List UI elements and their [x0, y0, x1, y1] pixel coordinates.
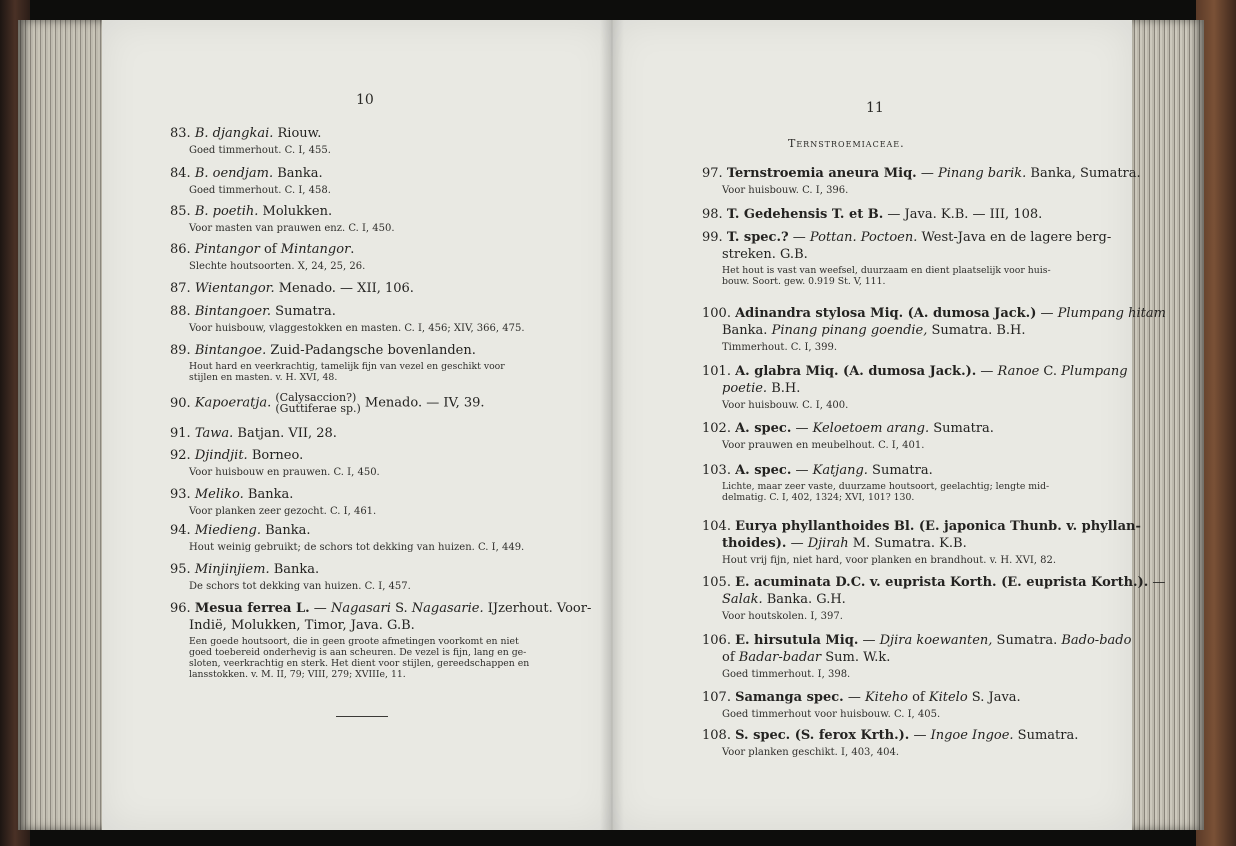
entry-87 — [170, 280, 414, 297]
species-name-bold: A. glabra Miq. (A. dumosa Jack.). — [735, 364, 977, 379]
entry-location: Banka. — [273, 166, 323, 181]
entry-92 — [170, 447, 380, 479]
entry-location: Banka. G.H. — [762, 592, 846, 607]
species-name-bold: Mesua ferrea L. — [194, 601, 310, 616]
entry-dash: — — [843, 690, 865, 705]
taxon-line: (Guttiferae sp.) — [275, 402, 361, 415]
entry-location: — Java. K.B. — III, 108. — [883, 207, 1043, 222]
entry-number: 97. — [702, 166, 723, 181]
species-name-bold: E. hirsutula Miq. — [735, 633, 859, 648]
entry-description: Voor huisbouw. C. I, 400. — [722, 400, 849, 411]
entry-dash: — — [309, 601, 331, 616]
entry-93 — [170, 486, 376, 518]
entry-location: Banka. — [269, 562, 320, 577]
entry-description: De schors tot dekking van huizen. C. I, 457. — [189, 581, 411, 592]
right-page-number: 11 — [866, 100, 884, 116]
entry-description: Voor masten van prauwen enz. C. I, 450. — [189, 223, 395, 234]
species-name-bold: Eurya phyllanthoides Bl. (E. japonica Thunb. v. phyllan- — [735, 519, 1141, 534]
vernacular-name: Djirah — [807, 536, 849, 551]
species-name-bold: T. Gedehensis T. et B. — [726, 207, 884, 222]
vernacular-name: Pinang barik. — [937, 166, 1027, 181]
entry-location: Sumatra. — [1013, 728, 1079, 743]
entry-number: 106. — [702, 633, 731, 648]
entry-conjunction: of — [259, 242, 281, 257]
vernacular-name: Plumpang hitam — [1057, 306, 1166, 321]
vernacular-name-continued: poetie. — [722, 381, 768, 396]
entry-location: Sumatra. — [929, 421, 994, 436]
vernacular-name-alt2: Badar-badar — [738, 650, 822, 665]
vernacular-name: Ingoe Ingoe. — [930, 728, 1014, 743]
entry-location: Banka. — [243, 487, 294, 502]
entry-number: 98. — [702, 207, 723, 222]
vernacular-name: Djira koewanten, — [879, 633, 993, 648]
entry-84 — [170, 165, 331, 197]
entry-description: Voor huisbouw. C. I, 396. — [722, 185, 849, 196]
entry-description: Goed timmerhout. C. I, 458. — [189, 185, 331, 196]
vernacular-name: Kiteho — [864, 690, 908, 705]
taxon-line: (Calysaccion?) — [275, 391, 357, 404]
entry-description: Lichte, maar zeer vaste, duurzame houtsoort, geelachtig; lengte mid- — [722, 481, 1050, 492]
entry-description: goed toebereid onderhevig is aan scheuren. De vezel is fijn, lang en ge- — [189, 647, 527, 658]
entry-location: Menado. — XII, 106. — [274, 281, 414, 296]
entry-abbrev: C. — [1039, 364, 1062, 379]
entry-number: 85. — [170, 204, 191, 219]
entry-85 — [170, 203, 395, 235]
vernacular-name: Katjang. — [812, 463, 868, 478]
left-page-number: 10 — [356, 92, 374, 108]
entry-number: 103. — [702, 463, 731, 478]
species-name-bold: S. spec. (S. ferox Krth.). — [735, 728, 910, 743]
entry-location-continued: streken. G.B. — [722, 247, 808, 262]
section-title: Ternstroemiaceae. — [788, 137, 905, 150]
species-name-alt: Mintangor — [280, 242, 351, 257]
entry-location: Banka. — [261, 523, 311, 538]
entry-location: S. Java. — [967, 690, 1021, 705]
entry-description: Slechte houtsoorten. X, 24, 25, 26. — [189, 261, 366, 272]
vernacular-name-alt: Plumpang — [1061, 364, 1128, 379]
entry-91 — [170, 425, 337, 442]
entry-location: Sumatra. — [271, 304, 336, 319]
entry-number: 108. — [702, 728, 731, 743]
entry-number: 102. — [702, 421, 731, 436]
entry-dash: — — [788, 230, 810, 245]
entry-number: 104. — [702, 519, 731, 534]
entry-description: Timmerhout. C. I, 399. — [722, 342, 838, 353]
entry-location: M. Sumatra. K.B. — [848, 536, 967, 551]
entry-number: 90. — [170, 395, 191, 411]
entry-location: Banka, Sumatra. — [1026, 166, 1141, 181]
entry-number: 105. — [702, 575, 731, 590]
entry-description: Hout vrij fijn, niet hard, voor planken en brandhout. v. H. XVI, 82. — [722, 555, 1057, 566]
entry-abbrev: S. — [390, 601, 412, 616]
species-name: Bintangoe. — [194, 343, 267, 358]
entry-number: 86. — [170, 242, 191, 257]
vernacular-name: Nagasari — [330, 601, 391, 616]
entry-description: Een goede houtsoort, die in geen groote afmetingen voorkomt en niet — [189, 636, 519, 647]
vernacular-name-alt: Nagasarie. — [411, 601, 484, 616]
entry-conjunction: of — [907, 690, 929, 705]
entry-location: Borneo. — [247, 448, 304, 463]
entry-105 — [702, 574, 1165, 623]
species-name-bold: A. spec. — [735, 463, 792, 478]
book-gutter — [600, 20, 624, 830]
entry-number: 94. — [170, 523, 191, 538]
entry-102 — [702, 420, 994, 452]
entry-99 — [702, 229, 1111, 287]
entry-description: Goed timmerhout. C. I, 455. — [189, 145, 331, 156]
species-name: B. djangkai. — [194, 126, 274, 141]
entry-number: 89. — [170, 343, 191, 358]
entry-98 — [702, 206, 1042, 223]
entry-104 — [702, 518, 1141, 567]
entry-description: Voor prauwen en meubelhout. C. I, 401. — [722, 440, 925, 451]
entry-number: 99. — [702, 230, 723, 245]
entry-number: 88. — [170, 304, 191, 319]
entry-location: Sum. W.k. — [821, 650, 891, 665]
entry-number: 100. — [702, 306, 731, 321]
entry-dash: — — [791, 421, 813, 436]
entry-dash: — — [1036, 306, 1058, 321]
entry-location: IJzerhout. Voor- — [483, 601, 592, 616]
entry-description: Goed timmerhout voor huisbouw. C. I, 405. — [722, 709, 941, 720]
vernacular-name: Pottan. Poctoen. — [809, 230, 918, 245]
entry-95 — [170, 561, 411, 593]
vernacular-name: Ranoe — [997, 364, 1040, 379]
entry-88 — [170, 303, 525, 335]
entry-number: 101. — [702, 364, 731, 379]
species-name-bold: Ternstroemia aneura Miq. — [726, 166, 917, 181]
entry-dash: — — [976, 364, 998, 379]
entry-punctuation: . — [350, 242, 355, 257]
species-name-bold-continued: thoides). — [722, 536, 787, 551]
entry-103 — [702, 462, 1049, 503]
entry-location: West-Java en de lagere berg- — [917, 230, 1112, 245]
entry-89 — [170, 342, 505, 383]
entry-dash: — — [916, 166, 938, 181]
species-name-bold: Adinandra stylosa Miq. (A. dumosa Jack.) — [735, 306, 1037, 321]
entry-dash: — — [858, 633, 880, 648]
vernacular-name-alt: Bado-bado — [1061, 633, 1132, 648]
section-divider — [336, 716, 388, 717]
entry-location: Batjan. VII, 28. — [233, 426, 337, 441]
species-name: Djindjit. — [194, 448, 248, 463]
entry-location: Menado. — IV, 39. — [360, 395, 485, 411]
entry-number: 107. — [702, 690, 731, 705]
species-name: Minjinjiem. — [194, 562, 270, 577]
vernacular-name: Salak. — [722, 592, 763, 607]
entry-location: Riouw. — [273, 126, 322, 141]
vernacular-name-alt: Pinang pinang goendie, — [771, 323, 928, 338]
entry-description: Het hout is vast van weefsel, duurzaam en dient plaatselijk voor huis- — [722, 265, 1051, 276]
entry-number: 92. — [170, 448, 191, 463]
page-edges-right — [1132, 20, 1204, 830]
entry-description: lansstokken. v. M. II, 79; VIII, 279; XVIIIe, 11. — [189, 669, 406, 680]
species-name-bold: E. acuminata D.C. v. euprista Korth. (E. euprista Korth.). — [735, 575, 1149, 590]
entry-description: Voor huisbouw, vlaggestokken en masten. C. I, 456; XIV, 366, 475. — [189, 323, 525, 334]
entry-dash: — — [909, 728, 931, 743]
species-name: Tawa. — [194, 426, 234, 441]
species-name-bold: A. spec. — [735, 421, 792, 436]
entry-97 — [702, 165, 1141, 197]
entry-107 — [702, 689, 1021, 721]
species-name: B. oendjam. — [194, 166, 274, 181]
entry-number: 87. — [170, 281, 191, 296]
page-edges-left — [18, 20, 102, 830]
entry-location: Banka. — [722, 323, 772, 338]
entry-location: Molukken. — [258, 204, 333, 219]
entry-101 — [702, 363, 1128, 412]
entry-description: Voor houtskolen. I, 397. — [722, 611, 843, 622]
entry-location-continued: Indië, Molukken, Timor, Java. G.B. — [189, 618, 415, 633]
entry-description: Goed timmerhout. I, 398. — [722, 669, 851, 680]
entry-number: 91. — [170, 426, 191, 441]
entry-83 — [170, 125, 331, 157]
entry-location: B.H. — [767, 381, 801, 396]
entry-dash: — — [791, 463, 813, 478]
species-name: Bintangoer. — [194, 304, 272, 319]
entry-108 — [702, 727, 1078, 759]
species-name: Pintangor — [194, 242, 260, 257]
entry-location: Sumatra. — [867, 463, 933, 478]
species-name: B. poetih. — [194, 204, 259, 219]
entry-description: delmatig. C. I, 402, 1324; XVI, 101? 130. — [722, 492, 915, 503]
entry-94 — [170, 522, 524, 554]
entry-number: 83. — [170, 126, 191, 141]
species-name-bold: Samanga spec. — [735, 690, 844, 705]
entry-number: 84. — [170, 166, 191, 181]
entry-dash: — — [786, 536, 808, 551]
entry-100 — [702, 305, 1166, 354]
entry-description: bouw. Soort. gew. 0.919 St. V, 111. — [722, 276, 886, 287]
entry-number: 95. — [170, 562, 191, 577]
species-name: Kapoeratja. — [194, 395, 272, 411]
entry-location: Sumatra. — [992, 633, 1062, 648]
species-name: Miedieng. — [194, 523, 261, 538]
entry-86 — [170, 241, 365, 273]
entry-description: Voor planken zeer gezocht. C. I, 461. — [189, 506, 377, 517]
taxon-bracket — [275, 392, 360, 414]
entry-96 — [170, 600, 591, 680]
entry-description: Hout weinig gebruikt; de schors tot dekking van huizen. C. I, 449. — [189, 542, 525, 553]
entry-description: sloten, veerkrachtig en sterk. Het dient voor stijlen, gereedschappen en — [189, 658, 530, 669]
species-name: Wientangor. — [194, 281, 275, 296]
entry-description: Voor huisbouw en prauwen. C. I, 450. — [189, 467, 380, 478]
vernacular-name-alt: Kitelo — [928, 690, 968, 705]
entry-description: Hout hard en veerkrachtig, tamelijk fijn van vezel en geschikt voor — [189, 361, 505, 372]
entry-conjunction: of — [722, 650, 739, 665]
entry-dash: — — [1148, 575, 1166, 590]
entry-location: Sumatra. B.H. — [927, 323, 1026, 338]
entry-number: 93. — [170, 487, 191, 502]
entry-90 — [170, 392, 485, 414]
species-name: Meliko. — [194, 487, 244, 502]
entry-106 — [702, 632, 1131, 681]
vernacular-name: Keloetoem arang. — [812, 421, 930, 436]
entry-location: Zuid-Padangsche bovenlanden. — [266, 343, 476, 358]
entry-description: Voor planken geschikt. I, 403, 404. — [722, 747, 900, 758]
entry-description: stijlen en masten. v. H. XVI, 48. — [189, 372, 338, 383]
species-name-bold: T. spec.? — [726, 230, 789, 245]
entry-number: 96. — [170, 601, 191, 616]
